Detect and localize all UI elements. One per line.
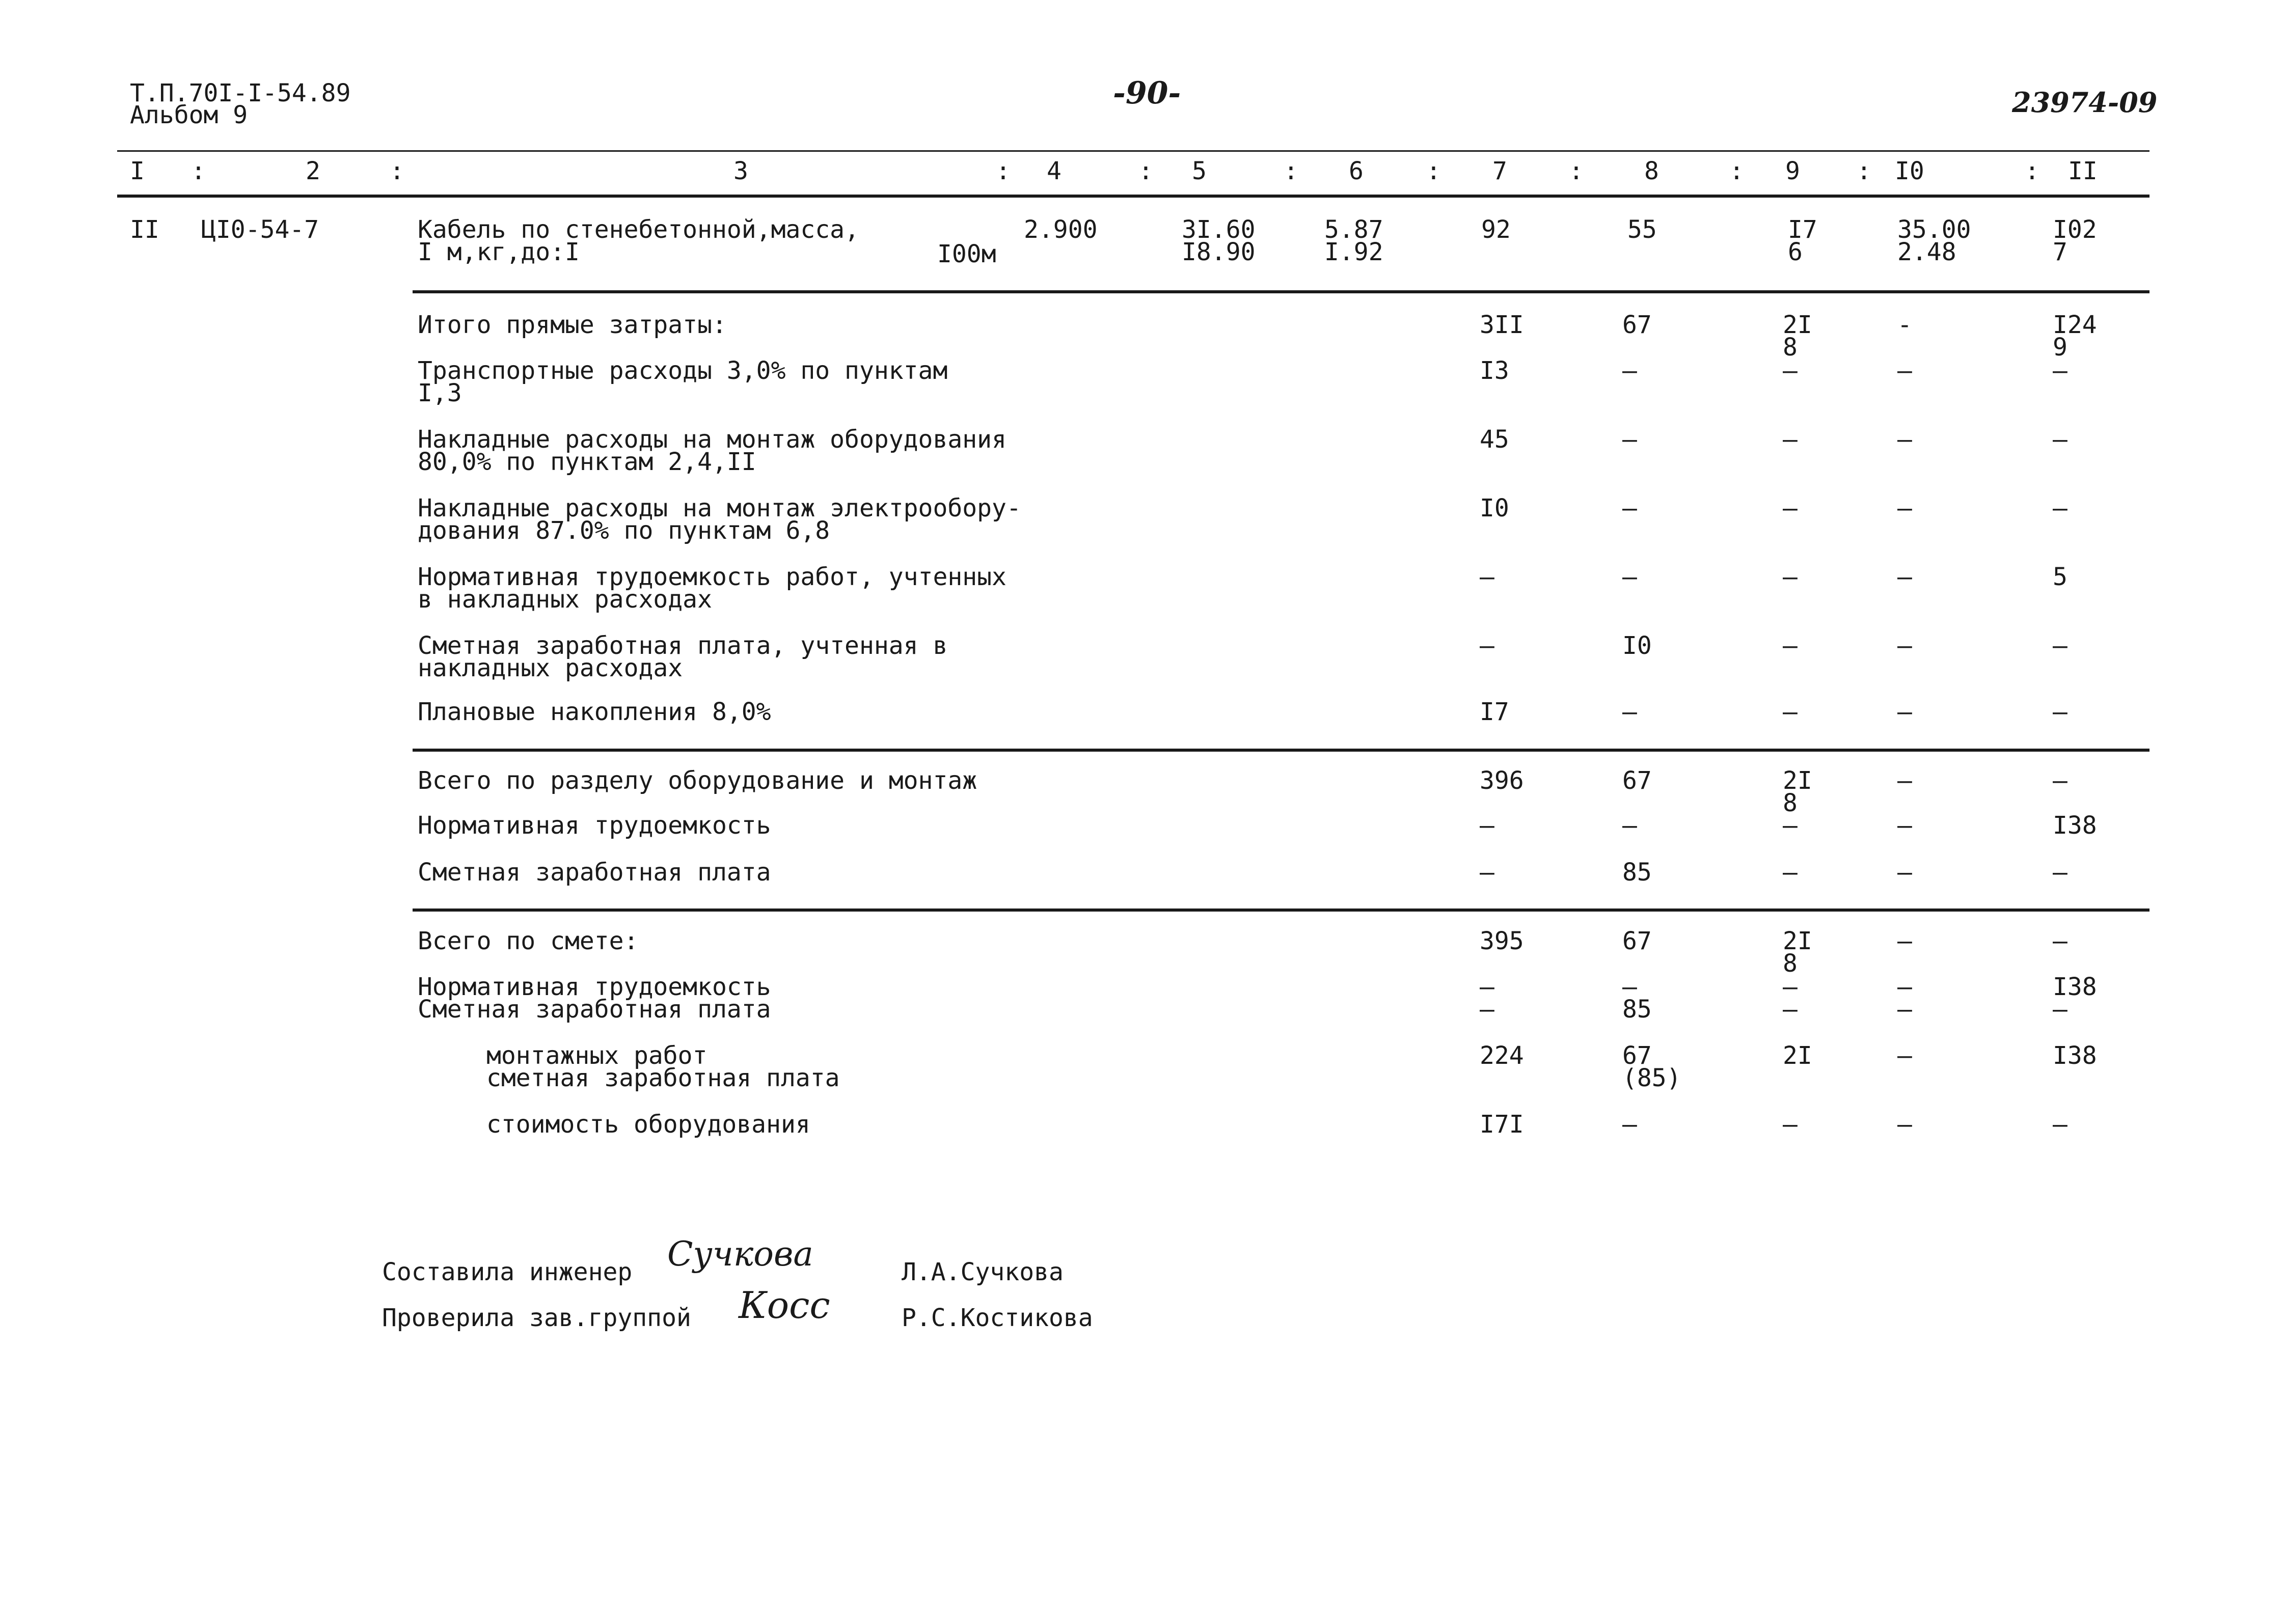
- total-c9: –: [1783, 973, 1798, 1001]
- column-separator: :: [191, 157, 206, 185]
- total-c11: –: [2053, 927, 2067, 955]
- doc-number: 23974-09: [2012, 86, 2158, 119]
- section-label: Нормативная трудоемкость: [418, 811, 771, 840]
- summary-bottom-rule: [413, 749, 2149, 752]
- column-separator: :: [1729, 157, 1744, 185]
- column-number: 2: [306, 157, 320, 185]
- page-number: -90-: [1113, 75, 1181, 111]
- total-c9: 2I: [1783, 1041, 1812, 1070]
- summary-c10: –: [1897, 563, 1912, 591]
- column-separator: :: [1284, 157, 1298, 185]
- column-separator: :: [390, 157, 404, 185]
- section-c7: 396: [1480, 766, 1524, 795]
- total-label: стоимость оборудования: [486, 1110, 810, 1139]
- signature-role: Составила инженер: [382, 1258, 633, 1286]
- column-separator: :: [1138, 157, 1153, 185]
- summary-label: Накладные расходы на монтаж оборудования: [418, 425, 1006, 454]
- item-number: II: [130, 215, 159, 244]
- signature-name: Р.С.Костикова: [902, 1304, 1093, 1332]
- summary-c9: –: [1783, 356, 1798, 385]
- summary-c11: –: [2053, 494, 2067, 522]
- summary-label: I,3: [418, 379, 462, 407]
- summary-label: Сметная заработная плата, учтенная в: [418, 631, 948, 660]
- summary-c10: –: [1897, 698, 1912, 726]
- header-bottom-rule: [117, 195, 2149, 198]
- section-c9: –: [1783, 811, 1798, 840]
- total-label: монтажных работ: [486, 1041, 707, 1070]
- item-c9-line2: 6: [1788, 238, 1803, 266]
- summary-c7: 45: [1480, 425, 1509, 454]
- signature-role: Проверила зав.группой: [382, 1304, 691, 1332]
- summary-c9-second: 8: [1783, 333, 1798, 362]
- section-c9: 2I: [1783, 766, 1812, 795]
- item-c7: 92: [1481, 215, 1511, 244]
- column-separator: :: [996, 157, 1011, 185]
- summary-c7: I7: [1480, 698, 1509, 726]
- header-top-rule: [117, 150, 2149, 152]
- summary-label: Итого прямые затраты:: [418, 311, 727, 339]
- total-c8-second: (85): [1622, 1064, 1681, 1092]
- total-c9: –: [1783, 1110, 1798, 1139]
- summary-c8: –: [1622, 425, 1637, 454]
- summary-c11: –: [2053, 698, 2067, 726]
- column-number: 4: [1047, 157, 1062, 185]
- total-label: Нормативная трудоемкость: [418, 973, 771, 1001]
- column-separator: :: [1426, 157, 1441, 185]
- total-c7: –: [1480, 973, 1494, 1001]
- summary-c7: I0: [1480, 494, 1509, 522]
- summary-c9: –: [1783, 631, 1798, 660]
- section-c9: –: [1783, 858, 1798, 887]
- section-label: Всего по разделу оборудование и монтаж: [418, 766, 977, 795]
- summary-c8: –: [1622, 563, 1637, 591]
- summary-c7: 3II: [1480, 311, 1524, 339]
- section-bottom-rule: [413, 909, 2149, 912]
- section-c10: –: [1897, 766, 1912, 795]
- section-c7: –: [1480, 858, 1494, 887]
- item-c5-line1: 3I.60: [1182, 215, 1256, 244]
- total-c10: –: [1897, 973, 1912, 1001]
- doc-code: Т.П.70I-I-54.89: [130, 79, 351, 107]
- item-c11-line2: 7: [2053, 238, 2067, 266]
- total-c9-second: –: [1783, 995, 1798, 1024]
- summary-label: Нормативная трудоемкость работ, учтенных: [418, 563, 1006, 591]
- total-c8: –: [1622, 1110, 1637, 1139]
- total-c11: I38: [2053, 973, 2097, 1001]
- summary-label: дования 87.0% по пунктам 6,8: [418, 516, 830, 545]
- item-bottom-rule: [413, 290, 2149, 293]
- item-c8: 55: [1627, 215, 1657, 244]
- section-c11: –: [2053, 766, 2067, 795]
- column-number: II: [2068, 157, 2098, 185]
- section-c7: –: [1480, 811, 1494, 840]
- summary-c11: –: [2053, 356, 2067, 385]
- item-c9-line1: I7: [1788, 215, 1817, 244]
- section-c8: –: [1622, 811, 1637, 840]
- total-label: Всего по смете:: [418, 927, 639, 955]
- summary-c9: –: [1783, 563, 1798, 591]
- column-separator: :: [1857, 157, 1871, 185]
- section-c11: –: [2053, 858, 2067, 887]
- item-desc-line2: I м,кг,до:I: [418, 238, 580, 266]
- total-c10-second: –: [1897, 995, 1912, 1024]
- summary-c9: –: [1783, 425, 1798, 454]
- handwritten-signature: Сучкова: [667, 1234, 813, 1274]
- section-label: Сметная заработная плата: [418, 858, 771, 887]
- summary-c8: I0: [1622, 631, 1652, 660]
- column-number: 7: [1492, 157, 1507, 185]
- section-c9-second: 8: [1783, 789, 1798, 817]
- summary-c7: –: [1480, 563, 1494, 591]
- summary-c8: –: [1622, 698, 1637, 726]
- column-number: 6: [1349, 157, 1364, 185]
- total-c7-second: –: [1480, 995, 1494, 1024]
- summary-c10: –: [1897, 425, 1912, 454]
- total-c8: –: [1622, 973, 1637, 1001]
- summary-c11: –: [2053, 425, 2067, 454]
- summary-c11: I24: [2053, 311, 2097, 339]
- section-c8: 85: [1622, 858, 1652, 887]
- summary-c9: –: [1783, 494, 1798, 522]
- item-c6-line2: I.92: [1324, 238, 1383, 266]
- total-c10: –: [1897, 927, 1912, 955]
- item-code: ЦI0-54-7: [201, 215, 319, 244]
- section-c8: 67: [1622, 766, 1652, 795]
- summary-label: в накладных расходах: [418, 585, 712, 614]
- item-c6-line1: 5.87: [1324, 215, 1383, 244]
- item-c11-line1: I02: [2053, 215, 2097, 244]
- album-label: Альбом 9: [130, 101, 248, 129]
- item-desc-line1: Кабель по стенебетонной,масса,: [418, 215, 859, 244]
- column-number: 3: [733, 157, 748, 185]
- item-c4: 2.900: [1024, 215, 1098, 244]
- column-separator: :: [2025, 157, 2039, 185]
- total-c10: –: [1897, 1041, 1912, 1070]
- column-number: 8: [1644, 157, 1659, 185]
- summary-c10: –: [1897, 356, 1912, 385]
- summary-c8: –: [1622, 356, 1637, 385]
- handwritten-signature: Косс: [739, 1284, 830, 1327]
- summary-c11: 5: [2053, 563, 2067, 591]
- total-c7: I7I: [1480, 1110, 1524, 1139]
- item-unit: I00м: [937, 240, 996, 268]
- summary-c9: 2I: [1783, 311, 1812, 339]
- column-separator: :: [1569, 157, 1584, 185]
- summary-c10: –: [1897, 494, 1912, 522]
- summary-label: 80,0% по пунктам 2,4,II: [418, 448, 756, 476]
- total-c10: –: [1897, 1110, 1912, 1139]
- total-c7: 224: [1480, 1041, 1524, 1070]
- section-c10: –: [1897, 858, 1912, 887]
- item-c5-line2: I8.90: [1182, 238, 1256, 266]
- summary-c10: -: [1897, 311, 1912, 339]
- column-number: I0: [1895, 157, 1924, 185]
- summary-label: Транспортные расходы 3,0% по пунктам: [418, 356, 948, 385]
- item-c10-line1: 35.00: [1897, 215, 1971, 244]
- summary-c11: –: [2053, 631, 2067, 660]
- section-c10: –: [1897, 811, 1912, 840]
- total-c7: 395: [1480, 927, 1524, 955]
- column-number: 9: [1785, 157, 1800, 185]
- total-c11: –: [2053, 1110, 2067, 1139]
- summary-c8: 67: [1622, 311, 1652, 339]
- summary-label: Накладные расходы на монтаж электрообору-: [418, 494, 1021, 522]
- total-label: Сметная заработная плата: [418, 995, 771, 1024]
- total-c8: 67: [1622, 927, 1652, 955]
- summary-c7: –: [1480, 631, 1494, 660]
- total-c9-second: 8: [1783, 949, 1798, 978]
- summary-c10: –: [1897, 631, 1912, 660]
- total-c8-second: 85: [1622, 995, 1652, 1024]
- summary-c9: –: [1783, 698, 1798, 726]
- total-c9: 2I: [1783, 927, 1812, 955]
- summary-c7: I3: [1480, 356, 1509, 385]
- summary-label: накладных расходах: [418, 654, 683, 682]
- summary-c11-second: 9: [2053, 333, 2067, 362]
- total-c11: I38: [2053, 1041, 2097, 1070]
- column-number: 5: [1192, 157, 1207, 185]
- summary-c8: –: [1622, 494, 1637, 522]
- signature-name: Л.А.Сучкова: [902, 1258, 1064, 1286]
- column-number: I: [130, 157, 145, 185]
- section-c11: I38: [2053, 811, 2097, 840]
- item-c10-line2: 2.48: [1897, 238, 1956, 266]
- total-label: сметная заработная плата: [486, 1064, 840, 1092]
- total-c8: 67: [1622, 1041, 1652, 1070]
- summary-label: Плановые накопления 8,0%: [418, 698, 771, 726]
- total-c11-second: –: [2053, 995, 2067, 1024]
